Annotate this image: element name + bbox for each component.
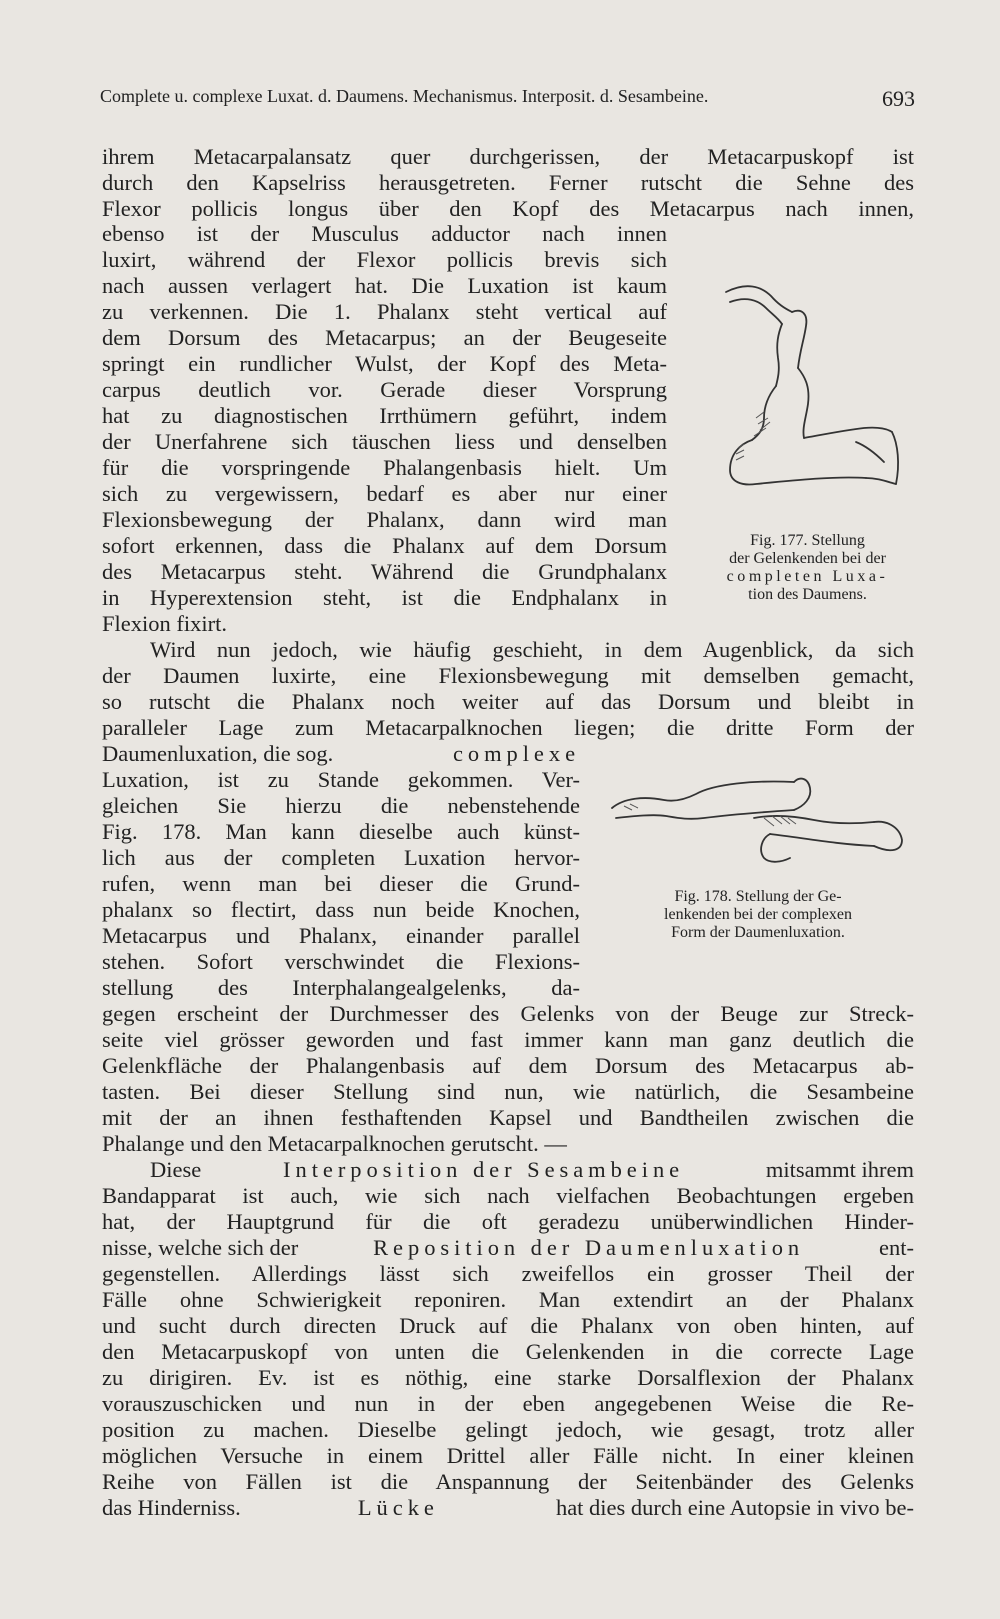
text-line: rufen, wenn man bei dieser die Grund- — [102, 871, 580, 896]
text-line: Flexor pollicis longus über den Kopf des Metacarpus nach innen, — [102, 196, 914, 221]
running-header — [100, 86, 915, 112]
text-line: Gelenkfläche der Phalangenbasis auf dem Dorsum des Metacarpus ab- — [102, 1053, 914, 1078]
text-line: paralleler Lage zum Metacarpalknochen liegen; die dritte Form der — [102, 715, 914, 740]
text-line: zu dirigiren. Ev. ist es nöthig, eine starke Dorsalflexion der Phalanx — [102, 1365, 914, 1390]
text-line — [150, 1157, 914, 1183]
emphasis-term: complexe — [452, 741, 580, 766]
text-span: nisse, welche sich der — [102, 1235, 299, 1260]
page-number: 693 — [882, 86, 915, 111]
emphasis-term: Reposition der Daumenluxation — [373, 1235, 805, 1260]
text-line: Flexion fixirt. — [102, 611, 227, 636]
text-line: tasten. Bei dieser Stellung sind nun, wie natürlich, die Sesambeine — [102, 1079, 914, 1104]
emphasis-term: Interposition der Sesambeine — [283, 1157, 685, 1182]
text-line: seite viel grösser geworden und fast immer kann man ganz deutlich die — [102, 1027, 914, 1052]
text-line: Phalange und den Metacarpalknochen gerutscht. — — [102, 1131, 567, 1156]
text-span: ent- — [879, 1235, 914, 1260]
text-line: möglichen Versuche in einem Drittel aller Fälle nicht. In einer kleinen — [102, 1443, 914, 1468]
text-line: phalanx so flectirt, dass nun beide Knochen, — [102, 897, 580, 922]
text-line: ihrem Metacarpalansatz quer durchgerissen, der Metacarpuskopf ist — [102, 144, 914, 169]
text-line: stehen. Sofort verschwindet die Flexions- — [102, 949, 580, 974]
text-line: Luxation, ist zu Stande gekommen. Ver- — [102, 767, 580, 792]
text-span: Daumenluxation, die sog. — [102, 741, 334, 766]
figure-178-caption — [600, 888, 916, 942]
figure-177 — [716, 278, 916, 508]
caption-line: Form der Daumenluxation. — [671, 924, 845, 941]
text-line — [102, 1235, 914, 1261]
text-line: sich zu vergewissern, bedarf es aber nur einer — [102, 481, 667, 506]
thumb-drawing-complex-luxation — [604, 758, 914, 868]
text-line: Flexionsbewegung der Phalanx, dann wird man — [102, 507, 667, 532]
text-line: carpus deutlich vor. Gerade dieser Vorsprung — [102, 377, 667, 402]
text-line: Wird nun jedoch, wie häufig geschieht, in dem Augenblick, da sich — [150, 637, 914, 662]
text-line: hat, der Hauptgrund für die oft geradezu unüberwindlichen Hinder- — [102, 1209, 914, 1234]
text-line: position zu machen. Dieselbe gelingt jedoch, wie gesagt, trotz aller — [102, 1417, 914, 1442]
text-line: ebenso ist der Musculus adductor nach innen — [102, 221, 667, 246]
caption-line: der Gelenkenden bei der — [729, 550, 886, 567]
text-line — [102, 1495, 914, 1521]
text-line: den Metacarpuskopf von unten die Gelenkenden in die correcte Lage — [102, 1339, 914, 1364]
thumb-drawing-complete-luxation — [716, 278, 916, 508]
text-line: hat zu diagnostischen Irrthümern geführt, indem — [102, 403, 667, 428]
text-line — [102, 741, 580, 767]
text-line: nach aussen verlagert hat. Die Luxation ist kaum — [102, 273, 667, 298]
text-span: das Hinderniss. — [102, 1495, 241, 1520]
text-line: mit der an ihnen festhaftenden Kapsel und Bandtheilen zwischen die — [102, 1105, 914, 1130]
caption-line: Fig. 177. Stellung — [750, 532, 865, 549]
text-line: gegen erscheint der Durchmesser des Gelenks von der Beuge zur Streck- — [102, 1001, 914, 1026]
text-span: mitsammt ihrem — [765, 1157, 914, 1182]
text-line: Fig. 178. Man kann dieselbe auch künst- — [102, 819, 580, 844]
text-line: sofort erkennen, dass die Phalanx auf dem Dorsum — [102, 533, 667, 558]
text-line: Reihe von Fällen ist die Anspannung der Seitenbänder des Gelenks — [102, 1469, 914, 1494]
text-line: des Metacarpus steht. Während die Grundphalanx — [102, 559, 667, 584]
text-line: der Unerfahrene sich täuschen liess und denselben — [102, 429, 667, 454]
figure-177-caption — [690, 532, 925, 604]
text-line: luxirt, während der Flexor pollicis brevis sich — [102, 247, 667, 272]
text-line: gegenstellen. Allerdings lässt sich zweifellos ein grosser Theil der — [102, 1261, 914, 1286]
text-line: Metacarpus und Phalanx, einander parallel — [102, 923, 580, 948]
text-span: hat dies durch eine Autopsie in vivo be- — [555, 1495, 914, 1520]
figure-178 — [604, 758, 914, 868]
text-line: lich aus der completen Luxation hervor- — [102, 845, 580, 870]
text-line: gleichen Sie hierzu die nebenstehende — [102, 793, 580, 818]
caption-line: lenkenden bei der complexen — [664, 906, 852, 923]
running-title: Complete u. complexe Luxat. d. Daumens. Mechanismus. Interposit. d. Sesambeine. — [100, 86, 709, 106]
text-line: vorauszuschicken und nun in der eben angegebenen Weise die Re- — [102, 1391, 914, 1416]
text-line: Fälle ohne Schwierigkeit reponiren. Man extendirt an der Phalanx — [102, 1287, 914, 1312]
caption-line: tion des Daumens. — [748, 586, 867, 603]
caption-line: Fig. 178. Stellung der Ge- — [674, 888, 842, 905]
text-line: springt ein rundlicher Wulst, der Kopf des Meta- — [102, 351, 667, 376]
author-name: Lücke — [357, 1495, 439, 1520]
text-line: in Hyperextension steht, ist die Endphalanx in — [102, 585, 667, 610]
text-line: für die vorspringende Phalangenbasis hielt. Um — [102, 455, 667, 480]
text-span: Diese — [150, 1157, 202, 1182]
text-line: stellung des Interphalangealgelenks, da- — [102, 975, 580, 1000]
text-line: durch den Kapselriss herausgetreten. Ferner rutscht die Sehne des — [102, 170, 914, 195]
text-line: dem Dorsum des Metacarpus; an der Beugeseite — [102, 325, 667, 350]
text-line: zu verkennen. Die 1. Phalanx steht vertical auf — [102, 299, 667, 324]
caption-line: completen Luxa- — [726, 568, 889, 585]
text-line: und sucht durch directen Druck auf die Phalanx von oben hinten, auf — [102, 1313, 914, 1338]
text-line: so rutscht die Phalanx noch weiter auf das Dorsum und bleibt in — [102, 689, 914, 714]
text-line: der Daumen luxirte, eine Flexionsbewegung mit demselben gemacht, — [102, 663, 914, 688]
text-line: Bandapparat ist auch, wie sich nach vielfachen Beobachtungen ergeben — [102, 1183, 914, 1208]
